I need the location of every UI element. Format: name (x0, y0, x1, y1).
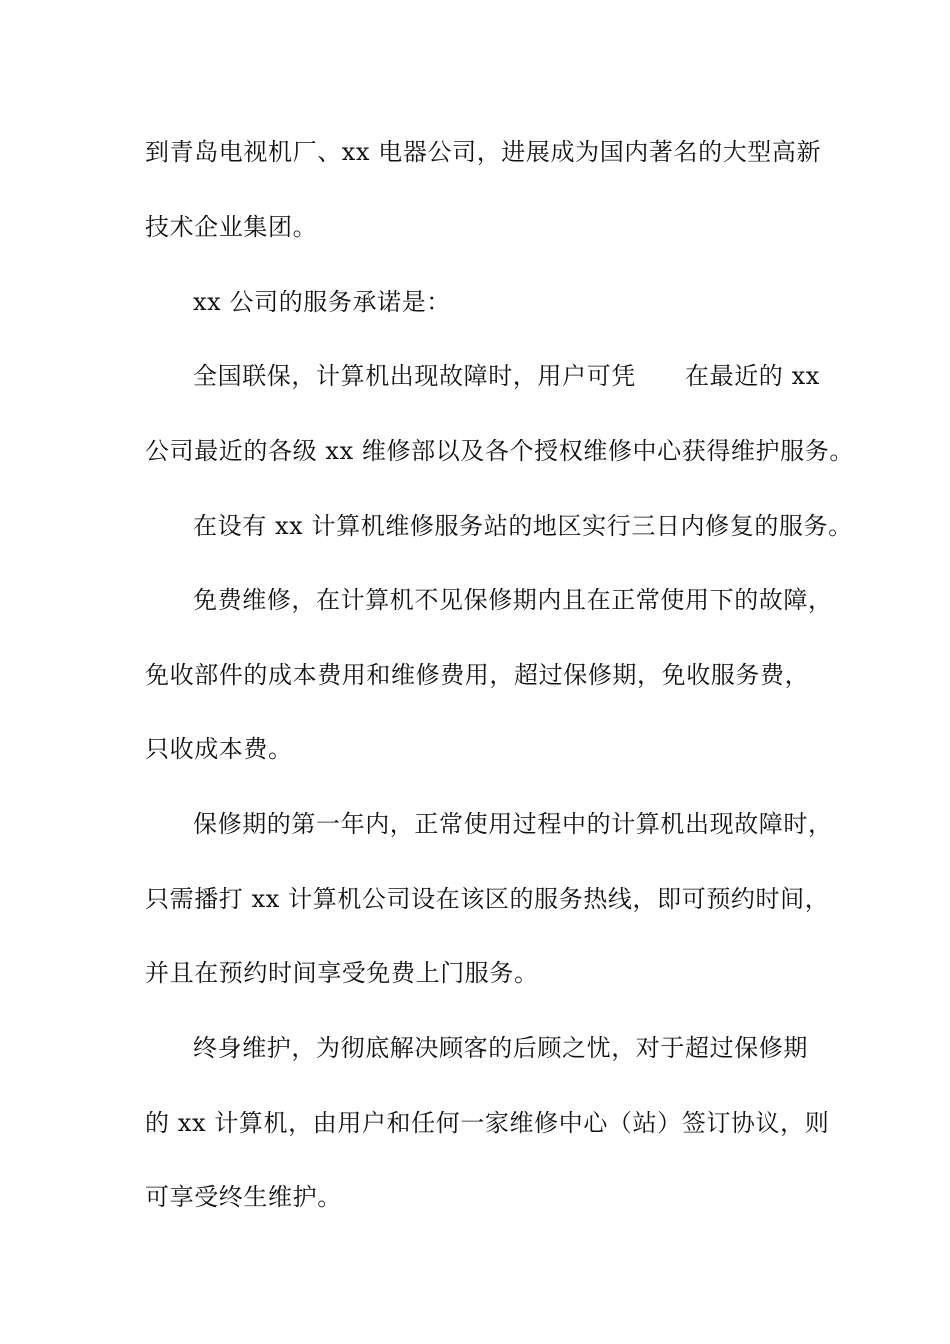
text-line: 可享受终生维护。 (145, 1183, 342, 1211)
text-line: 保修期的第一年内，正常使用过程中的计算机出现故障时， (193, 810, 833, 838)
text-line: 只需播打 xx 计算机公司设在该区的服务热线，即可预约时间， (145, 885, 830, 913)
text-line: 终身维护，为彻底解决顾客的后顾之忧，对于超过保修期 (193, 1034, 808, 1062)
text-line: 只收成本费。 (145, 735, 293, 763)
text-line: 全国联保，计算机出现故障时，用户可凭 在最近的 xx (193, 362, 820, 390)
text-line: 的 xx 计算机，由用户和任何一家维修中心（站）签订协议，则 (145, 1109, 830, 1137)
text-line: 技术企业集团。 (145, 213, 318, 241)
text-line: 在设有 xx 计算机维修服务站的地区实行三日内修复的服务。 (193, 512, 853, 540)
text-line: 免费维修，在计算机不见保修期内且在正常使用下的故障， (193, 586, 833, 614)
text-line: 到青岛电视机厂、xx 电器公司，进展成为国内著名的大型高新 (145, 138, 822, 166)
text-line: 免收部件的成本费用和维修费用，超过保修期，免收服务费， (145, 661, 810, 689)
text-line: 并且在预约时间享受免费上门服务。 (145, 959, 539, 987)
text-line: 公司最近的各级 xx 维修部以及各个授权维修中心获得维护服务。 (145, 437, 854, 465)
paragraph-heading: xx 公司的服务承诺是： (193, 288, 451, 316)
